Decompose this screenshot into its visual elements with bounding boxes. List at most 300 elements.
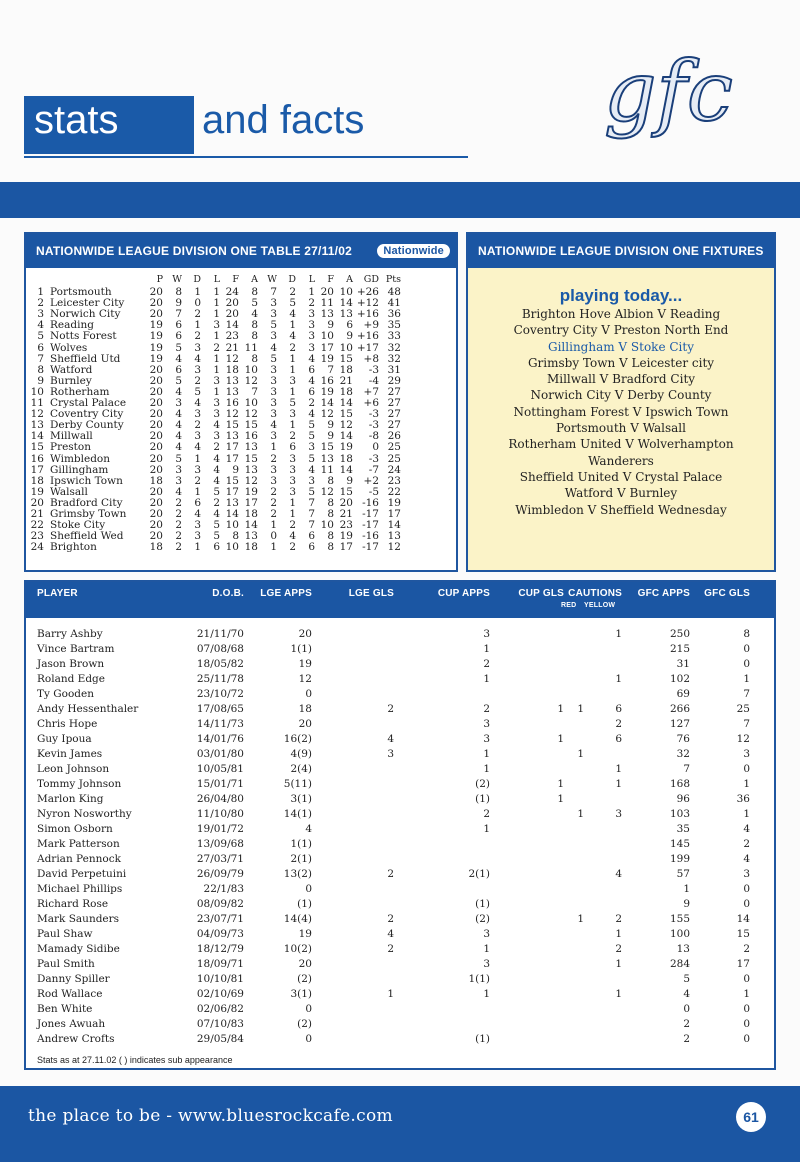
league-cell: 4	[251, 308, 258, 321]
player-cell: 12	[736, 733, 750, 745]
player-cell	[564, 957, 584, 972]
player-name: Vince Bartram	[37, 643, 115, 655]
player-cell	[564, 897, 584, 912]
league-cell: 23	[339, 519, 353, 532]
league-cell: 4	[308, 352, 315, 365]
league-cell: 36	[387, 308, 401, 321]
league-col-header: W	[267, 274, 277, 285]
league-cell: 2	[194, 374, 201, 387]
league-cell: 13	[225, 374, 239, 387]
league-cell: 3	[270, 385, 277, 398]
player-cell: 0	[683, 1003, 690, 1015]
player-cell: 4	[615, 868, 622, 880]
player-cell	[564, 1002, 584, 1017]
player-cell: 04/09/73	[196, 928, 244, 940]
player-cell	[312, 1002, 394, 1017]
player-cell	[564, 822, 584, 837]
league-cell: 17	[339, 541, 353, 554]
nationwide-logo: Nationwide	[377, 244, 450, 258]
league-cell: 6	[346, 319, 353, 332]
fixture-item: Wimbledon V Sheffield Wednesday	[515, 502, 727, 517]
league-cell: 2	[289, 430, 296, 443]
league-cell: 3	[308, 308, 315, 321]
league-cell: 5	[270, 352, 277, 365]
league-cell: -7	[368, 463, 379, 476]
fixtures-panel	[466, 232, 776, 572]
player-row	[26, 762, 774, 777]
league-table-header	[26, 234, 456, 268]
player-cell: 1	[483, 988, 490, 1000]
league-cell: 20	[149, 485, 163, 498]
player-cell: 18/05/82	[196, 658, 244, 670]
player-cell	[490, 717, 564, 732]
player-name: Jones Awuah	[37, 1018, 106, 1030]
league-cell: 25	[387, 441, 401, 454]
league-cell: 3	[213, 408, 220, 421]
league-cell: 6	[289, 441, 296, 454]
league-cell: 15	[225, 474, 239, 487]
league-cell: 7	[175, 308, 182, 321]
league-cell: 9	[232, 463, 239, 476]
player-cell: 1	[557, 778, 564, 790]
player-cell	[394, 687, 490, 702]
player-cell	[490, 957, 564, 972]
player-cell: 1	[557, 793, 564, 805]
player-cell: 18	[298, 703, 312, 715]
league-cell: 8	[251, 330, 258, 343]
league-cell: 15	[339, 408, 353, 421]
league-cell: 5	[213, 530, 220, 543]
league-cell: 20	[149, 430, 163, 443]
league-cell: 7	[251, 385, 258, 398]
player-name: Jason Brown	[37, 658, 105, 670]
player-name: Tommy Johnson	[37, 778, 122, 790]
player-cell	[584, 792, 622, 807]
league-cell: 2	[213, 341, 220, 354]
league-cell: 17	[225, 485, 239, 498]
league-cell: 1	[213, 330, 220, 343]
player-cell: 0	[743, 898, 750, 910]
player-cell: 0	[743, 973, 750, 985]
player-cell	[312, 657, 394, 672]
player-cell: 35	[676, 823, 690, 835]
player-cell: 3	[483, 733, 490, 745]
league-cell: 1	[289, 352, 296, 365]
league-cell: 5	[289, 397, 296, 410]
player-cell: (2)	[475, 913, 490, 925]
fixture-item: Portsmouth V Walsall	[556, 421, 686, 436]
league-cell: 19	[387, 496, 401, 509]
player-cell: 1	[577, 703, 584, 715]
team-name: Coventry City	[50, 408, 124, 421]
league-cell: 26	[387, 430, 401, 443]
player-cell: 3(1)	[290, 988, 312, 1000]
league-cell: 5	[308, 419, 315, 432]
league-cell: 8	[327, 541, 334, 554]
player-cell: 1	[483, 763, 490, 775]
player-cell: 1	[743, 808, 750, 820]
league-cell: 4	[175, 408, 182, 421]
league-cell: 12	[320, 485, 334, 498]
league-table-title: NATIONWIDE LEAGUE DIVISION ONE TABLE 27/11/02	[36, 244, 352, 258]
player-cell: 3(1)	[290, 793, 312, 805]
league-cell: 24	[30, 541, 44, 554]
league-cell: 27	[387, 408, 401, 421]
league-table-columns	[26, 274, 456, 285]
league-col-header: A	[346, 274, 353, 285]
league-cell: 18	[339, 363, 353, 376]
league-cell: 13	[320, 308, 334, 321]
league-cell: 20	[149, 286, 163, 299]
league-cell: 20	[149, 297, 163, 310]
player-cell: 199	[669, 853, 690, 865]
team-name: Reading	[50, 319, 94, 332]
player-row	[26, 627, 774, 642]
player-cell	[564, 942, 584, 957]
league-cell: -17	[362, 519, 379, 532]
player-cell: 13(2)	[283, 868, 312, 880]
league-col-header: P	[156, 274, 163, 285]
fixtures-header	[468, 234, 774, 268]
col-gfc-gls: GFC GLS	[704, 588, 750, 599]
player-cell: 13	[676, 943, 690, 955]
player-cell: 0	[743, 1003, 750, 1015]
player-cell: 07/08/68	[196, 643, 244, 655]
player-cell: 20	[298, 628, 312, 640]
player-cell: 7	[683, 763, 690, 775]
player-cell: 1	[615, 928, 622, 940]
league-cell: 3	[308, 474, 315, 487]
player-cell	[584, 837, 622, 852]
team-name: Watford	[50, 363, 93, 376]
player-cell	[564, 642, 584, 657]
player-cell: 3	[743, 748, 750, 760]
player-cell	[490, 912, 564, 927]
league-table-rows	[26, 287, 456, 553]
player-cell: 4	[387, 733, 394, 745]
player-cell: 18/12/79	[196, 943, 244, 955]
league-cell: 18	[244, 507, 258, 520]
league-cell: 41	[387, 297, 401, 310]
league-cell: 0	[194, 297, 201, 310]
league-cell: 21	[225, 341, 239, 354]
player-cell: 6	[615, 703, 622, 715]
player-name: Danny Spiller	[37, 973, 110, 985]
league-cell: 20	[149, 308, 163, 321]
player-name: Rod Wallace	[37, 988, 103, 1000]
player-cell: 4(9)	[290, 748, 312, 760]
player-cell	[312, 627, 394, 642]
league-cell: 1	[270, 541, 277, 554]
league-cell: 1	[213, 352, 220, 365]
player-cell	[584, 882, 622, 897]
league-cell: 35	[387, 319, 401, 332]
league-cell: 13	[320, 452, 334, 465]
league-cell: 19	[339, 530, 353, 543]
league-cell: 8	[175, 286, 182, 299]
player-cell: 1	[683, 883, 690, 895]
player-cell: 0	[305, 688, 312, 700]
player-cell: 0	[743, 1018, 750, 1030]
player-cell	[564, 972, 584, 987]
player-cell: 17/08/65	[196, 703, 244, 715]
league-cell: 1	[194, 286, 201, 299]
player-cell	[490, 822, 564, 837]
league-cell: 20	[225, 297, 239, 310]
player-name: Ben White	[37, 1003, 93, 1015]
player-name: Chris Hope	[37, 718, 98, 730]
player-cell: 1	[483, 823, 490, 835]
league-cell: 1	[289, 419, 296, 432]
player-row	[26, 777, 774, 792]
league-cell: 2	[270, 452, 277, 465]
league-cell: 17	[320, 341, 334, 354]
player-cell: 1	[615, 628, 622, 640]
league-cell: 13	[244, 530, 258, 543]
league-cell: 3	[270, 374, 277, 387]
player-cell: (1)	[475, 1033, 490, 1045]
player-cell	[394, 882, 490, 897]
footer	[0, 1086, 800, 1162]
league-cell: 16	[244, 430, 258, 443]
fixture-item: Nottingham Forest V Ipswich Town	[513, 404, 729, 419]
player-cell: 27/03/71	[196, 853, 244, 865]
player-row	[26, 1032, 774, 1047]
league-cell: 20	[149, 419, 163, 432]
league-col-header: L	[213, 274, 220, 285]
player-cell: 1	[577, 913, 584, 925]
player-cell	[490, 672, 564, 687]
league-cell: 5	[175, 452, 182, 465]
league-cell: 4	[37, 319, 44, 332]
player-cell	[490, 972, 564, 987]
player-cell: 14	[736, 913, 750, 925]
player-row	[26, 972, 774, 987]
league-cell: 19	[244, 485, 258, 498]
league-cell: 23	[387, 474, 401, 487]
player-stats-header	[26, 582, 774, 618]
league-cell: 10	[320, 330, 334, 343]
league-cell: 1	[194, 485, 201, 498]
league-col-header: GD	[363, 274, 379, 285]
league-cell: 4	[213, 419, 220, 432]
player-cell: 2(1)	[290, 853, 312, 865]
player-cell: 0	[743, 763, 750, 775]
player-cell: 02/06/82	[196, 1003, 244, 1015]
player-cell: 127	[669, 718, 690, 730]
player-cell	[312, 837, 394, 852]
league-cell: 2	[175, 496, 182, 509]
player-cell	[584, 972, 622, 987]
league-cell: 1	[213, 385, 220, 398]
player-cell: 1	[743, 673, 750, 685]
league-cell: -3	[368, 452, 379, 465]
fixture-item: Brighton Hove Albion V Reading	[521, 307, 721, 321]
team-name: Norwich City	[50, 308, 121, 321]
player-cell: 07/10/83	[196, 1018, 244, 1030]
player-cell: 19	[298, 658, 312, 670]
player-cell: 15	[736, 928, 750, 940]
playing-today-heading: playing today...	[559, 286, 683, 305]
player-cell	[490, 657, 564, 672]
player-row	[26, 822, 774, 837]
player-row	[26, 867, 774, 882]
league-cell: 18	[339, 452, 353, 465]
league-cell: 4	[175, 352, 182, 365]
player-cell: 100	[669, 928, 690, 940]
header-rule	[24, 156, 468, 158]
league-cell: 3	[270, 297, 277, 310]
player-cell: 2	[483, 658, 490, 670]
league-cell: 8	[327, 530, 334, 543]
league-cell: 32	[387, 341, 401, 354]
league-cell: 6	[175, 319, 182, 332]
league-cell: 1	[289, 496, 296, 509]
league-cell: 4	[175, 419, 182, 432]
league-cell: -3	[368, 363, 379, 376]
team-name: Sheffield Wed	[50, 530, 124, 543]
player-cell	[564, 657, 584, 672]
league-cell: 3	[194, 463, 201, 476]
league-cell: 16	[225, 397, 239, 410]
league-cell: 23	[30, 530, 44, 543]
league-cell: 32	[387, 352, 401, 365]
player-cell	[584, 747, 622, 762]
player-cell	[564, 777, 584, 792]
league-cell: 1	[194, 541, 201, 554]
league-cell: 1	[213, 363, 220, 376]
league-cell: 4	[213, 452, 220, 465]
player-cell	[564, 882, 584, 897]
player-cell: 23/07/71	[196, 913, 244, 925]
league-cell: 1	[194, 319, 201, 332]
league-cell: 1	[213, 308, 220, 321]
league-cell: -8	[368, 430, 379, 443]
player-cell: 145	[669, 838, 690, 850]
league-cell: -16	[362, 496, 379, 509]
player-cell: 9	[683, 898, 690, 910]
player-cell: 31	[676, 658, 690, 670]
player-cell: 0	[305, 883, 312, 895]
league-cell: 14	[225, 319, 239, 332]
league-cell: 19	[30, 485, 44, 498]
league-cell: 19	[149, 352, 163, 365]
league-cell: 3	[213, 397, 220, 410]
player-cell: 3	[483, 718, 490, 730]
league-cell: 20	[225, 308, 239, 321]
player-row	[26, 927, 774, 942]
player-cell: 0	[743, 643, 750, 655]
league-cell: 2	[194, 308, 201, 321]
player-cell: 4	[305, 823, 312, 835]
league-cell: 4	[175, 430, 182, 443]
player-row	[26, 1002, 774, 1017]
league-cell: 20	[149, 385, 163, 398]
league-cell: 3	[194, 430, 201, 443]
player-name: Ty Gooden	[37, 688, 95, 700]
player-cell: 3	[743, 868, 750, 880]
player-cell	[312, 897, 394, 912]
player-row	[26, 957, 774, 972]
player-name: Mark Saunders	[37, 913, 120, 925]
league-cell: 0	[372, 441, 379, 454]
player-name: Paul Smith	[37, 958, 95, 970]
player-name: Michael Phillips	[37, 883, 123, 895]
league-col-header: Pts	[385, 274, 401, 285]
league-cell: 1	[270, 519, 277, 532]
player-cell	[564, 927, 584, 942]
league-col-header: D	[193, 274, 201, 285]
league-cell: 6	[194, 496, 201, 509]
league-cell: 14	[339, 430, 353, 443]
league-cell: 4	[194, 352, 201, 365]
player-cell	[584, 852, 622, 867]
league-cell: 6	[37, 341, 44, 354]
stats-note: Stats as at 27.11.02 ( ) indicates sub appearance	[37, 1055, 233, 1065]
league-cell: 9	[327, 430, 334, 443]
player-cell: 96	[676, 793, 690, 805]
league-cell: 3	[308, 341, 315, 354]
player-cell: 3	[483, 928, 490, 940]
league-cell: 4	[289, 330, 296, 343]
player-row	[26, 807, 774, 822]
league-cell: 6	[308, 385, 315, 398]
league-cell: 5	[175, 341, 182, 354]
col-gfc-apps: GFC APPS	[637, 588, 690, 599]
league-cell: 10	[225, 541, 239, 554]
league-cell: 2	[289, 541, 296, 554]
league-cell: 14	[30, 430, 44, 443]
league-cell: -3	[368, 419, 379, 432]
league-col-header	[44, 274, 144, 285]
league-cell: 3	[175, 397, 182, 410]
league-cell: 5	[175, 374, 182, 387]
league-cell: 19	[149, 341, 163, 354]
player-cell	[312, 762, 394, 777]
league-col-header: A	[251, 274, 258, 285]
team-name: Bradford City	[50, 496, 123, 509]
player-cell: 4	[387, 928, 394, 940]
league-cell: 3	[289, 485, 296, 498]
player-cell: 1	[557, 703, 564, 715]
league-cell: +26	[356, 286, 379, 299]
league-cell: 6	[308, 363, 315, 376]
player-cell	[490, 837, 564, 852]
league-cell: 4	[308, 408, 315, 421]
player-cell	[490, 882, 564, 897]
league-cell: 3	[289, 452, 296, 465]
league-cell: 3	[270, 430, 277, 443]
player-cell: 4	[683, 988, 690, 1000]
league-cell: +7	[363, 385, 379, 398]
league-cell: 5	[308, 485, 315, 498]
league-cell: 22	[387, 485, 401, 498]
league-cell: 20	[149, 463, 163, 476]
league-cell: 2	[213, 441, 220, 454]
team-name: Walsall	[50, 485, 88, 498]
league-cell: 1	[213, 286, 220, 299]
player-cell: (2)	[297, 973, 312, 985]
player-cell: 10/10/81	[196, 973, 244, 985]
league-cell: -16	[362, 530, 379, 543]
player-cell	[584, 822, 622, 837]
league-cell: 1	[289, 507, 296, 520]
player-cell	[564, 717, 584, 732]
player-cell: 2	[483, 703, 490, 715]
player-cell: 2	[683, 1033, 690, 1045]
league-cell: 4	[175, 385, 182, 398]
league-cell: 17	[244, 496, 258, 509]
